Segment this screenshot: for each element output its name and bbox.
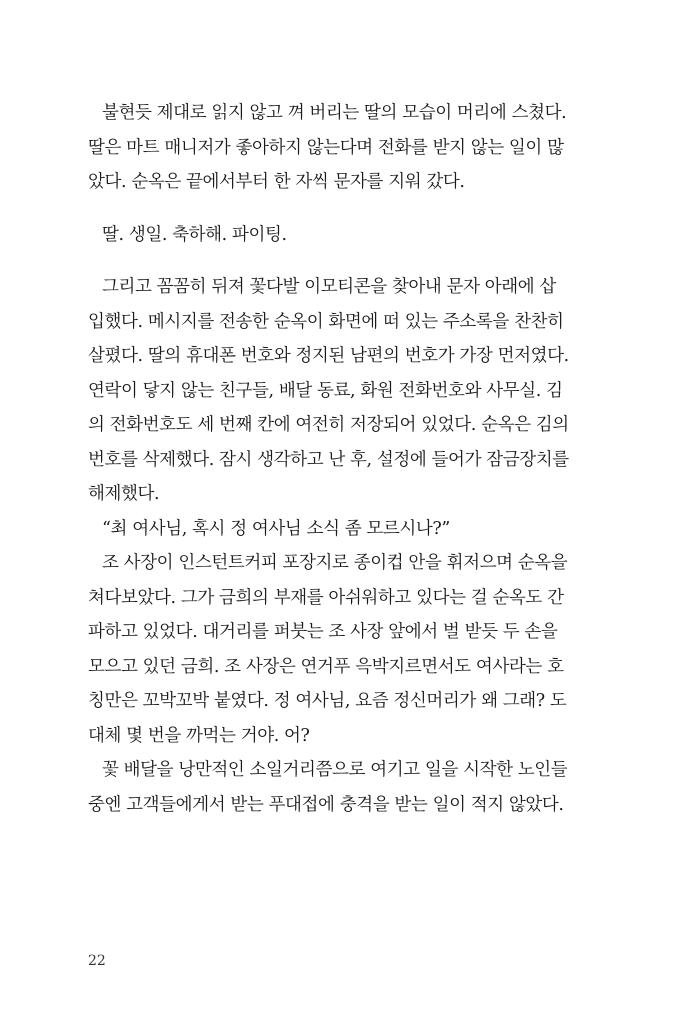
text-line: 의 전화번호도 세 번째 칸에 여전히 저장되어 있었다. 순옥은 김의 <box>88 415 569 435</box>
text-line: 대체 몇 번을 까먹는 거야. 어? <box>88 725 310 746</box>
text-line: 쳐다보았다. 그가 금희의 부재를 아쉬워하고 있다는 걸 순옥도 간 <box>88 587 564 608</box>
text-line: 모으고 있던 금희. 조 사장은 연거푸 윽박지르면서도 여사라는 호 <box>88 656 564 677</box>
text-line: 칭만은 꼬박꼬박 붙였다. 정 여사님, 요즘 정신머리가 왜 그래? 도 <box>88 691 567 711</box>
paragraph-5 <box>88 546 568 753</box>
text-line: 번호를 삭제했다. 잠시 생각하고 난 후, 설정에 들어가 잠금장치를 <box>88 449 569 470</box>
text-line: 딸은 마트 매니저가 좋아하지 않는다며 전화를 받지 않는 일이 많 <box>88 137 564 158</box>
dialogue-line: “최 여사님, 혹시 정 여사님 소식 좀 모르시나?” <box>102 518 450 539</box>
text-line: 입했다. 메시지를 전송한 순옥이 화면에 떠 있는 주소록을 찬찬히 <box>88 311 564 332</box>
paragraph-2 <box>88 218 564 253</box>
text-line: 파하고 있었다. 대거리를 퍼붓는 조 사장 앞에서 벌 받듯 두 손을 <box>88 622 558 642</box>
paragraph-3 <box>88 270 569 512</box>
text-line: 딸. 생일. 축하해. 파이팅. <box>102 224 287 245</box>
page-body <box>88 96 569 822</box>
text-line: 그리고 꼼꼼히 뒤져 꽃다발 이모티콘을 찾아내 문자 아래에 삽 <box>102 277 556 297</box>
text-line: 았다. 순옥은 끝에서부터 한 자씩 문자를 지워 갔다. <box>88 172 465 192</box>
paragraph-4 <box>88 512 564 547</box>
paragraph-1 <box>88 96 567 200</box>
text-line: 해제했다. <box>88 484 160 504</box>
page-number: 22 <box>88 953 106 969</box>
paragraph-6 <box>88 753 568 822</box>
text-line: 중엔 고객들에게서 받는 푸대접에 충격을 받는 일이 적지 않았다. <box>88 794 564 815</box>
text-line: 불현듯 제대로 읽지 않고 껴 버리는 딸의 모습이 머리에 스쳤다. <box>102 103 567 123</box>
text-line: 꽃 배달을 낭만적인 소일거리쯤으로 여기고 일을 시작한 노인들 <box>102 760 568 780</box>
text-line: 연락이 닿지 않는 친구들, 배달 동료, 화원 전화번호와 사무실. 김 <box>88 380 563 401</box>
text-line: 살폈다. 딸의 휴대폰 번호와 정지된 남편의 번호가 가장 먼저였다. <box>88 346 569 366</box>
text-line: 조 사장이 인스턴트커피 포장지로 종이컵 안을 휘저으며 순옥을 <box>102 553 568 573</box>
